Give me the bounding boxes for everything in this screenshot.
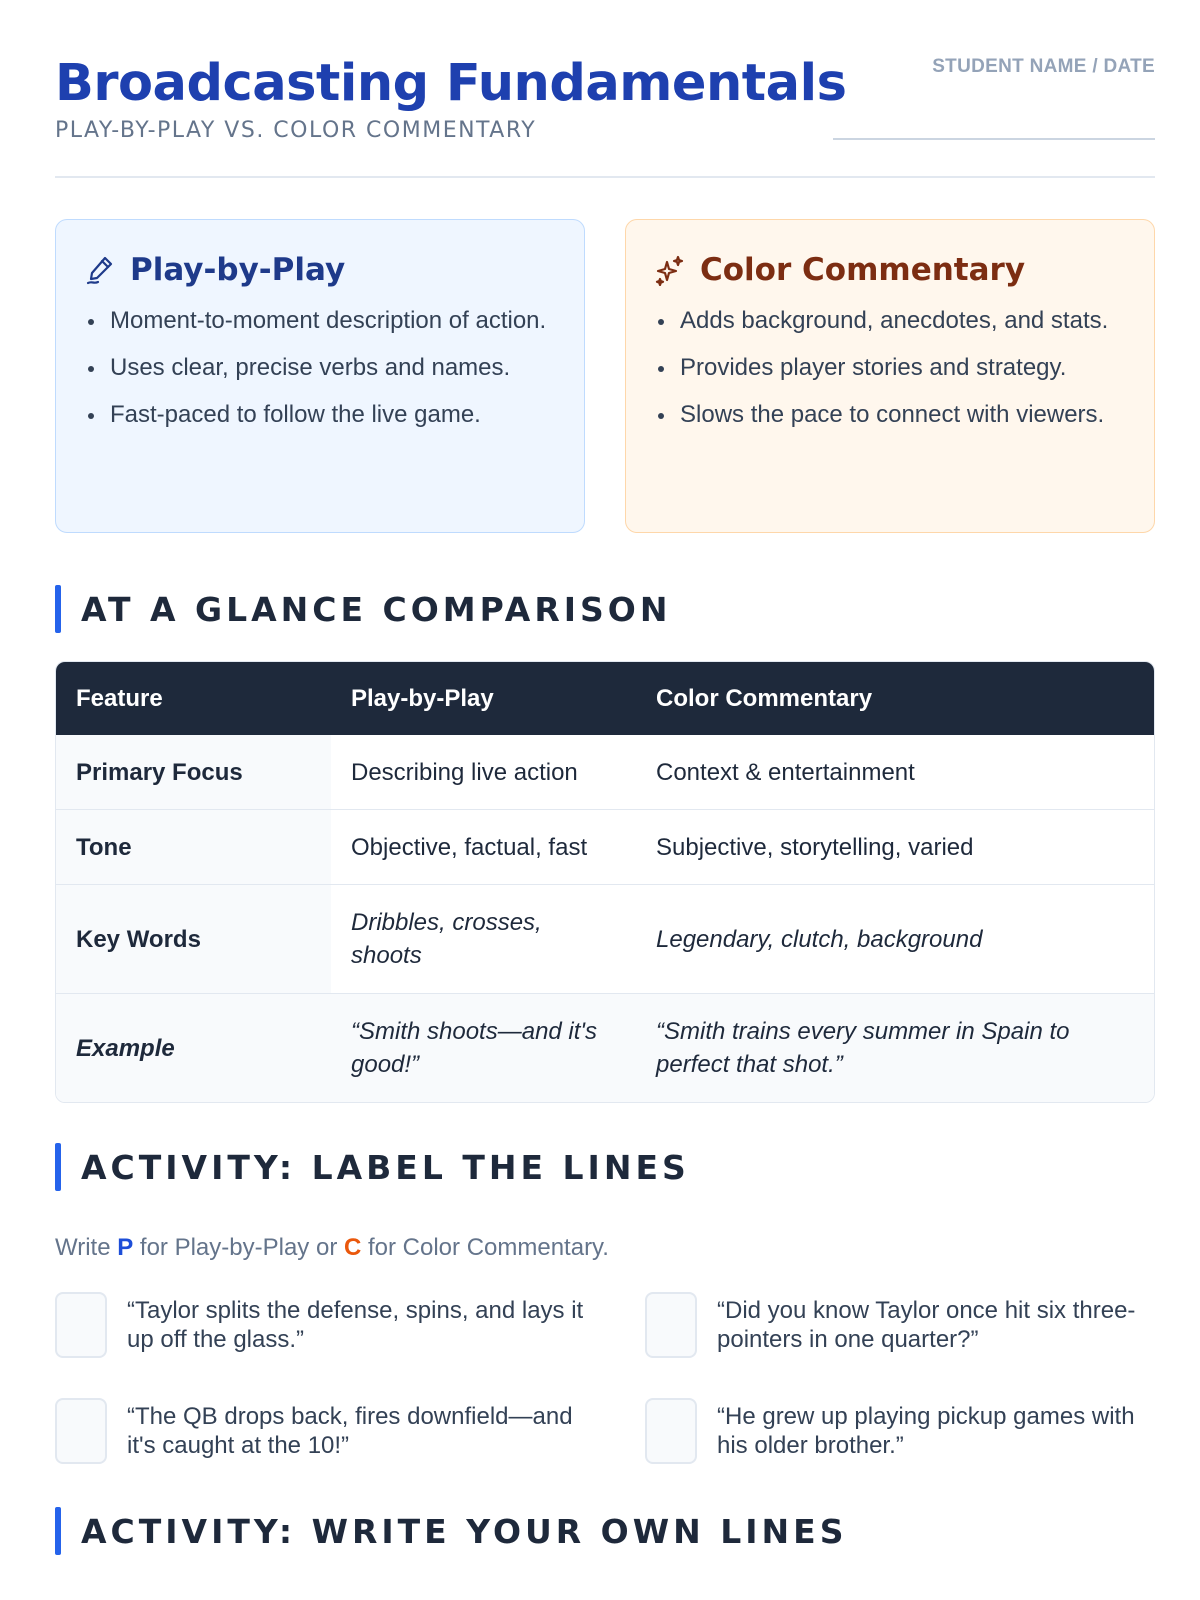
activity-item-text: “He grew up playing pickup games with his older brother.” (717, 1403, 1135, 1459)
play-by-play-list (84, 304, 556, 432)
section-accent-bar (55, 1143, 61, 1191)
activity-item-text: “Did you know Taylor once hit six three-pointers in one quarter?” (717, 1297, 1136, 1353)
table-row-label: Primary Focus (56, 735, 331, 809)
table-row-label: Example (56, 994, 331, 1102)
table-row-label: Tone (56, 810, 331, 884)
sparkles-icon (654, 254, 686, 286)
table-cell: Dribbles, crosses, shoots (351, 909, 542, 969)
write-lines-section-heading (55, 1507, 847, 1555)
activity-item-text: “Taylor splits the defense, spins, and lays it up off the glass.” (127, 1297, 584, 1353)
table-row (56, 885, 1154, 994)
list-item: Provides player stories and strategy. (654, 351, 1126, 385)
definition-cards (55, 219, 1155, 533)
play-by-play-card-header (84, 250, 556, 290)
table-header-cell: Feature (76, 685, 163, 712)
activity-item (55, 1292, 585, 1358)
answer-box[interactable] (55, 1292, 107, 1358)
page-title: Broadcasting Fundamentals (55, 54, 847, 113)
play-by-play-card-title: Play-by-Play (130, 252, 346, 288)
color-commentary-list (654, 304, 1126, 432)
list-item: Uses clear, precise verbs and names. (84, 351, 556, 385)
table-cell: “Smith trains every summer in Spain to perfect that shot.” (656, 1018, 1070, 1078)
activity-item (645, 1398, 1155, 1464)
table-row (56, 810, 1154, 885)
table-header-row (56, 662, 1154, 735)
table-row-label: Key Words (56, 885, 331, 993)
table-cell: Context & entertainment (656, 758, 915, 786)
student-name-date-line[interactable] (833, 138, 1155, 140)
worksheet-page (55, 0, 1155, 1551)
activity-item (645, 1292, 1155, 1358)
c-letter: C (343, 1234, 362, 1261)
table-cell: Legendary, clutch, background (656, 925, 983, 953)
table-header-cell: Play-by-Play (351, 685, 494, 712)
table-cell: “Smith shoots—and it's good!” (351, 1018, 598, 1078)
activity-item (55, 1398, 585, 1464)
list-item: Adds background, anecdotes, and stats. (654, 304, 1126, 338)
color-commentary-card-header (654, 250, 1126, 290)
section-accent-bar (55, 585, 61, 633)
list-item: Fast-paced to follow the live game. (84, 398, 556, 432)
section-title: AT A GLANCE COMPARISON (81, 589, 672, 629)
color-commentary-card (625, 219, 1155, 533)
activity-instructions (55, 1234, 609, 1262)
color-commentary-card-title: Color Commentary (700, 252, 1026, 288)
list-item: Moment-to-moment description of action. (84, 304, 556, 338)
answer-box[interactable] (645, 1398, 697, 1464)
play-by-play-card (55, 219, 585, 533)
page-subtitle: PLAY-BY-PLAY VS. COLOR COMMENTARY (55, 118, 537, 143)
table-row (56, 735, 1154, 810)
label-lines-section-heading (55, 1143, 690, 1191)
section-accent-bar (55, 1507, 61, 1555)
table-row (56, 994, 1154, 1102)
list-item: Slows the pace to connect with viewers. (654, 398, 1126, 432)
comparison-section-heading (55, 585, 671, 633)
answer-box[interactable] (645, 1292, 697, 1358)
table-cell: Subjective, storytelling, varied (656, 833, 974, 861)
instruction-text: for Play-by-Play or (133, 1234, 344, 1261)
section-title: ACTIVITY: WRITE YOUR OWN LINES (81, 1511, 848, 1551)
instruction-text: for Color Commentary. (361, 1234, 609, 1261)
section-title: ACTIVITY: LABEL THE LINES (81, 1147, 690, 1187)
table-cell: Describing live action (351, 758, 578, 786)
worksheet-header (55, 0, 1155, 178)
answer-box[interactable] (55, 1398, 107, 1464)
table-header-cell: Color Commentary (656, 685, 873, 712)
comparison-table (55, 661, 1155, 1103)
student-name-date-label: STUDENT NAME / DATE (932, 56, 1155, 77)
table-cell: Objective, factual, fast (351, 833, 588, 861)
instruction-text: Write (55, 1234, 118, 1261)
activity-item-text: “The QB drops back, fires downfield—and it's caught at the 10!” (127, 1403, 573, 1459)
pen-icon (84, 254, 116, 286)
p-letter: P (117, 1234, 134, 1261)
